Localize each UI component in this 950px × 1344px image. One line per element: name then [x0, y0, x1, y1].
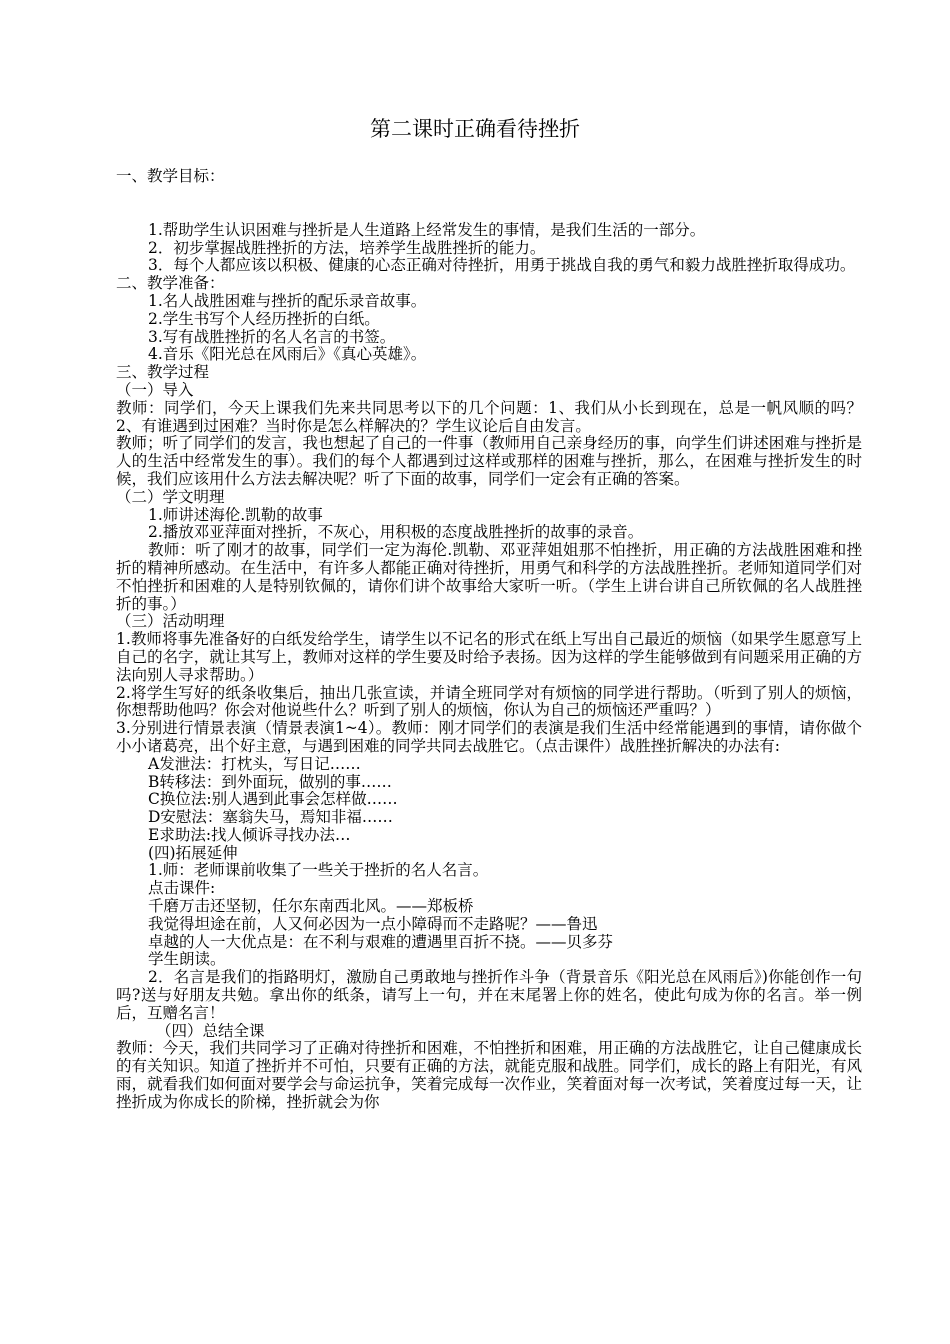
activity-paragraph: 3.分别进行情景表演（情景表演1~4）。教师：刚才同学们的表演是我们生活中经常能遇到的事情，请你做个小小诸葛亮，出个好主意，与遇到困难的同学共同去战胜它。（点击课件）战胜挫折解决的办法有: [116, 719, 862, 755]
study-item: 1.师讲述海伦.凯勒的故事 [148, 505, 323, 524]
extend-heading: (四)拓展延伸 [148, 843, 238, 862]
prep-heading: 二、教学准备： [116, 274, 225, 293]
goal-item: 2．初步掌握战胜挫折的方法，培养学生战胜挫折的能力。 [148, 238, 546, 257]
activity-heading: （三）活动明理 [116, 612, 225, 631]
intro-heading: （一）导入 [116, 380, 194, 399]
process-heading: 三、教学过程 [116, 363, 210, 382]
prep-item: 1.名人战胜困难与挫折的配乐录音故事。 [148, 291, 427, 310]
study-paragraph: 教师：听了刚才的故事，同学们一定为海伦.凯勒、邓亚萍姐姐那不怕挫折，用正确的方法战胜困难和挫折的精神所感动。在生活中，有许多人都能正确对待挫折，用勇气和科学的方法战胜挫折。老师知道同学们对不怕挫折和困难的人是特别钦佩的，请你们讲个故事给大家听一听。（学生上讲台讲自己所钦佩的名人战胜挫折的事。） [116, 541, 862, 613]
goal-item: 1.帮助学生认识困难与挫折是人生道路上经常发生的事情，是我们生活的一部分。 [148, 220, 706, 239]
intro-paragraph: 教师；听了同学们的发言，我也想起了自己的一件事（教师用自己亲身经历的事，向学生们讲述困难与挫折是人的生活中经常发生的事）。我们的每个人都遇到过这样或那样的困难与挫折，那么，在困难与挫折发生的时候，我们应该用什么方法去解决呢？听了下面的故事，同学们一定会有正确的答案。 [116, 434, 862, 488]
method-item: D安慰法：塞翁失马，焉知非福…… [148, 808, 393, 827]
goal-item: 3．每个人都应该以积极、健康的心态正确对待挫折，用勇于挑战自我的勇气和毅力战胜挫折取得成功。 [148, 256, 856, 275]
extend-click: 点击课件: [148, 879, 216, 898]
method-item: A发泄法：打枕头，写日记…… [148, 754, 361, 773]
blank-line [116, 186, 862, 205]
prep-item: 3.写有战胜挫折的名人名言的书签。 [148, 327, 396, 346]
prep-item: 2.学生书写个人经历挫折的白纸。 [148, 309, 380, 328]
activity-paragraph: 1.教师将事先准备好的白纸发给学生，请学生以不记名的形式在纸上写出自己最近的烦恼（如果学生愿意写上自己的名字，就让其写上，教师对这样的学生要及时给予表扬。因为这样的学生能够做到有问题采用正确的方法向别人寻求帮助。） [116, 630, 862, 684]
quote-item: 我觉得坦途在前，人又何必因为一点小障碍而不走路呢？——鲁迅 [148, 914, 598, 933]
method-item: B转移法：到外面玩，做别的事…… [148, 772, 392, 791]
quote-item: 卓越的人一大优点是：在不利与艰难的遭遇里百折不挠。——贝多芬 [148, 932, 614, 951]
summary-heading: （四）总结全课 [156, 1021, 265, 1040]
study-heading: （二）学文明理 [116, 487, 225, 506]
intro-paragraph: 教师：同学们，今天上课我们先来共同思考以下的几个问题：1、我们从小长到现在，总是一帆风顺的吗？2、有谁遇到过困难？当时你是怎么样解决的？学生议论后自由发言。 [116, 398, 862, 435]
extend-paragraph: 2．名言是我们的指路明灯，激励自己勇敢地与挫折作斗争（背景音乐《阳光总在风雨后》)你能创作一句吗?送与好朋友共勉。拿出你的纸条，请写上一句，并在末尾署上你的姓名，使此句成为你的名言。举一例后，互赠名言！ [116, 968, 862, 1022]
blank-line [116, 205, 862, 222]
activity-paragraph: 2.将学生写好的纸条收集后，抽出几张宣读，并请全班同学对有烦恼的同学进行帮助。（听到了别人的烦恼，你想帮助他吗？你会对他说些什么？听到了别人的烦恼，你认为自己的烦恼还严重吗？） [116, 683, 862, 720]
method-item: C换位法:别人遇到此事会怎样做…… [148, 790, 398, 809]
summary-paragraph: 教师：今天，我们共同学习了正确对待挫折和困难，不怕挫折和困难，用正确的方法战胜它，让自己健康成长的有关知识。知道了挫折并不可怕，只要有正确的方法，就能克服和战胜。同学们，成长的路上有阳光，有风雨，就看我们如何面对要学会与命运抗争，笑着完成每一次作业，笑着面对每一次考试，笑着度过每一天，让挫折成为你成长的阶梯，挫折就会为你 [116, 1039, 862, 1111]
extend-read: 学生朗读。 [148, 950, 226, 969]
method-item: E求助法:找人倾诉寻找办法… [148, 825, 351, 844]
document-body [116, 168, 862, 1112]
page-title: 第二课时正确看待挫折 [370, 117, 580, 141]
extend-item: 1.师：老师课前收集了一些关于挫折的名人名言。 [148, 861, 489, 880]
prep-item: 4.音乐《阳光总在风雨后》《真心英雄》。 [148, 345, 427, 364]
study-item: 2.播放邓亚萍面对挫折，不灰心，用积极的态度战胜挫折的故事的录音。 [148, 523, 644, 542]
goals-heading: 一、教学目标： [116, 167, 225, 185]
quote-item: 千磨万击还坚韧，任尔东南西北风。——郑板桥 [148, 897, 474, 916]
